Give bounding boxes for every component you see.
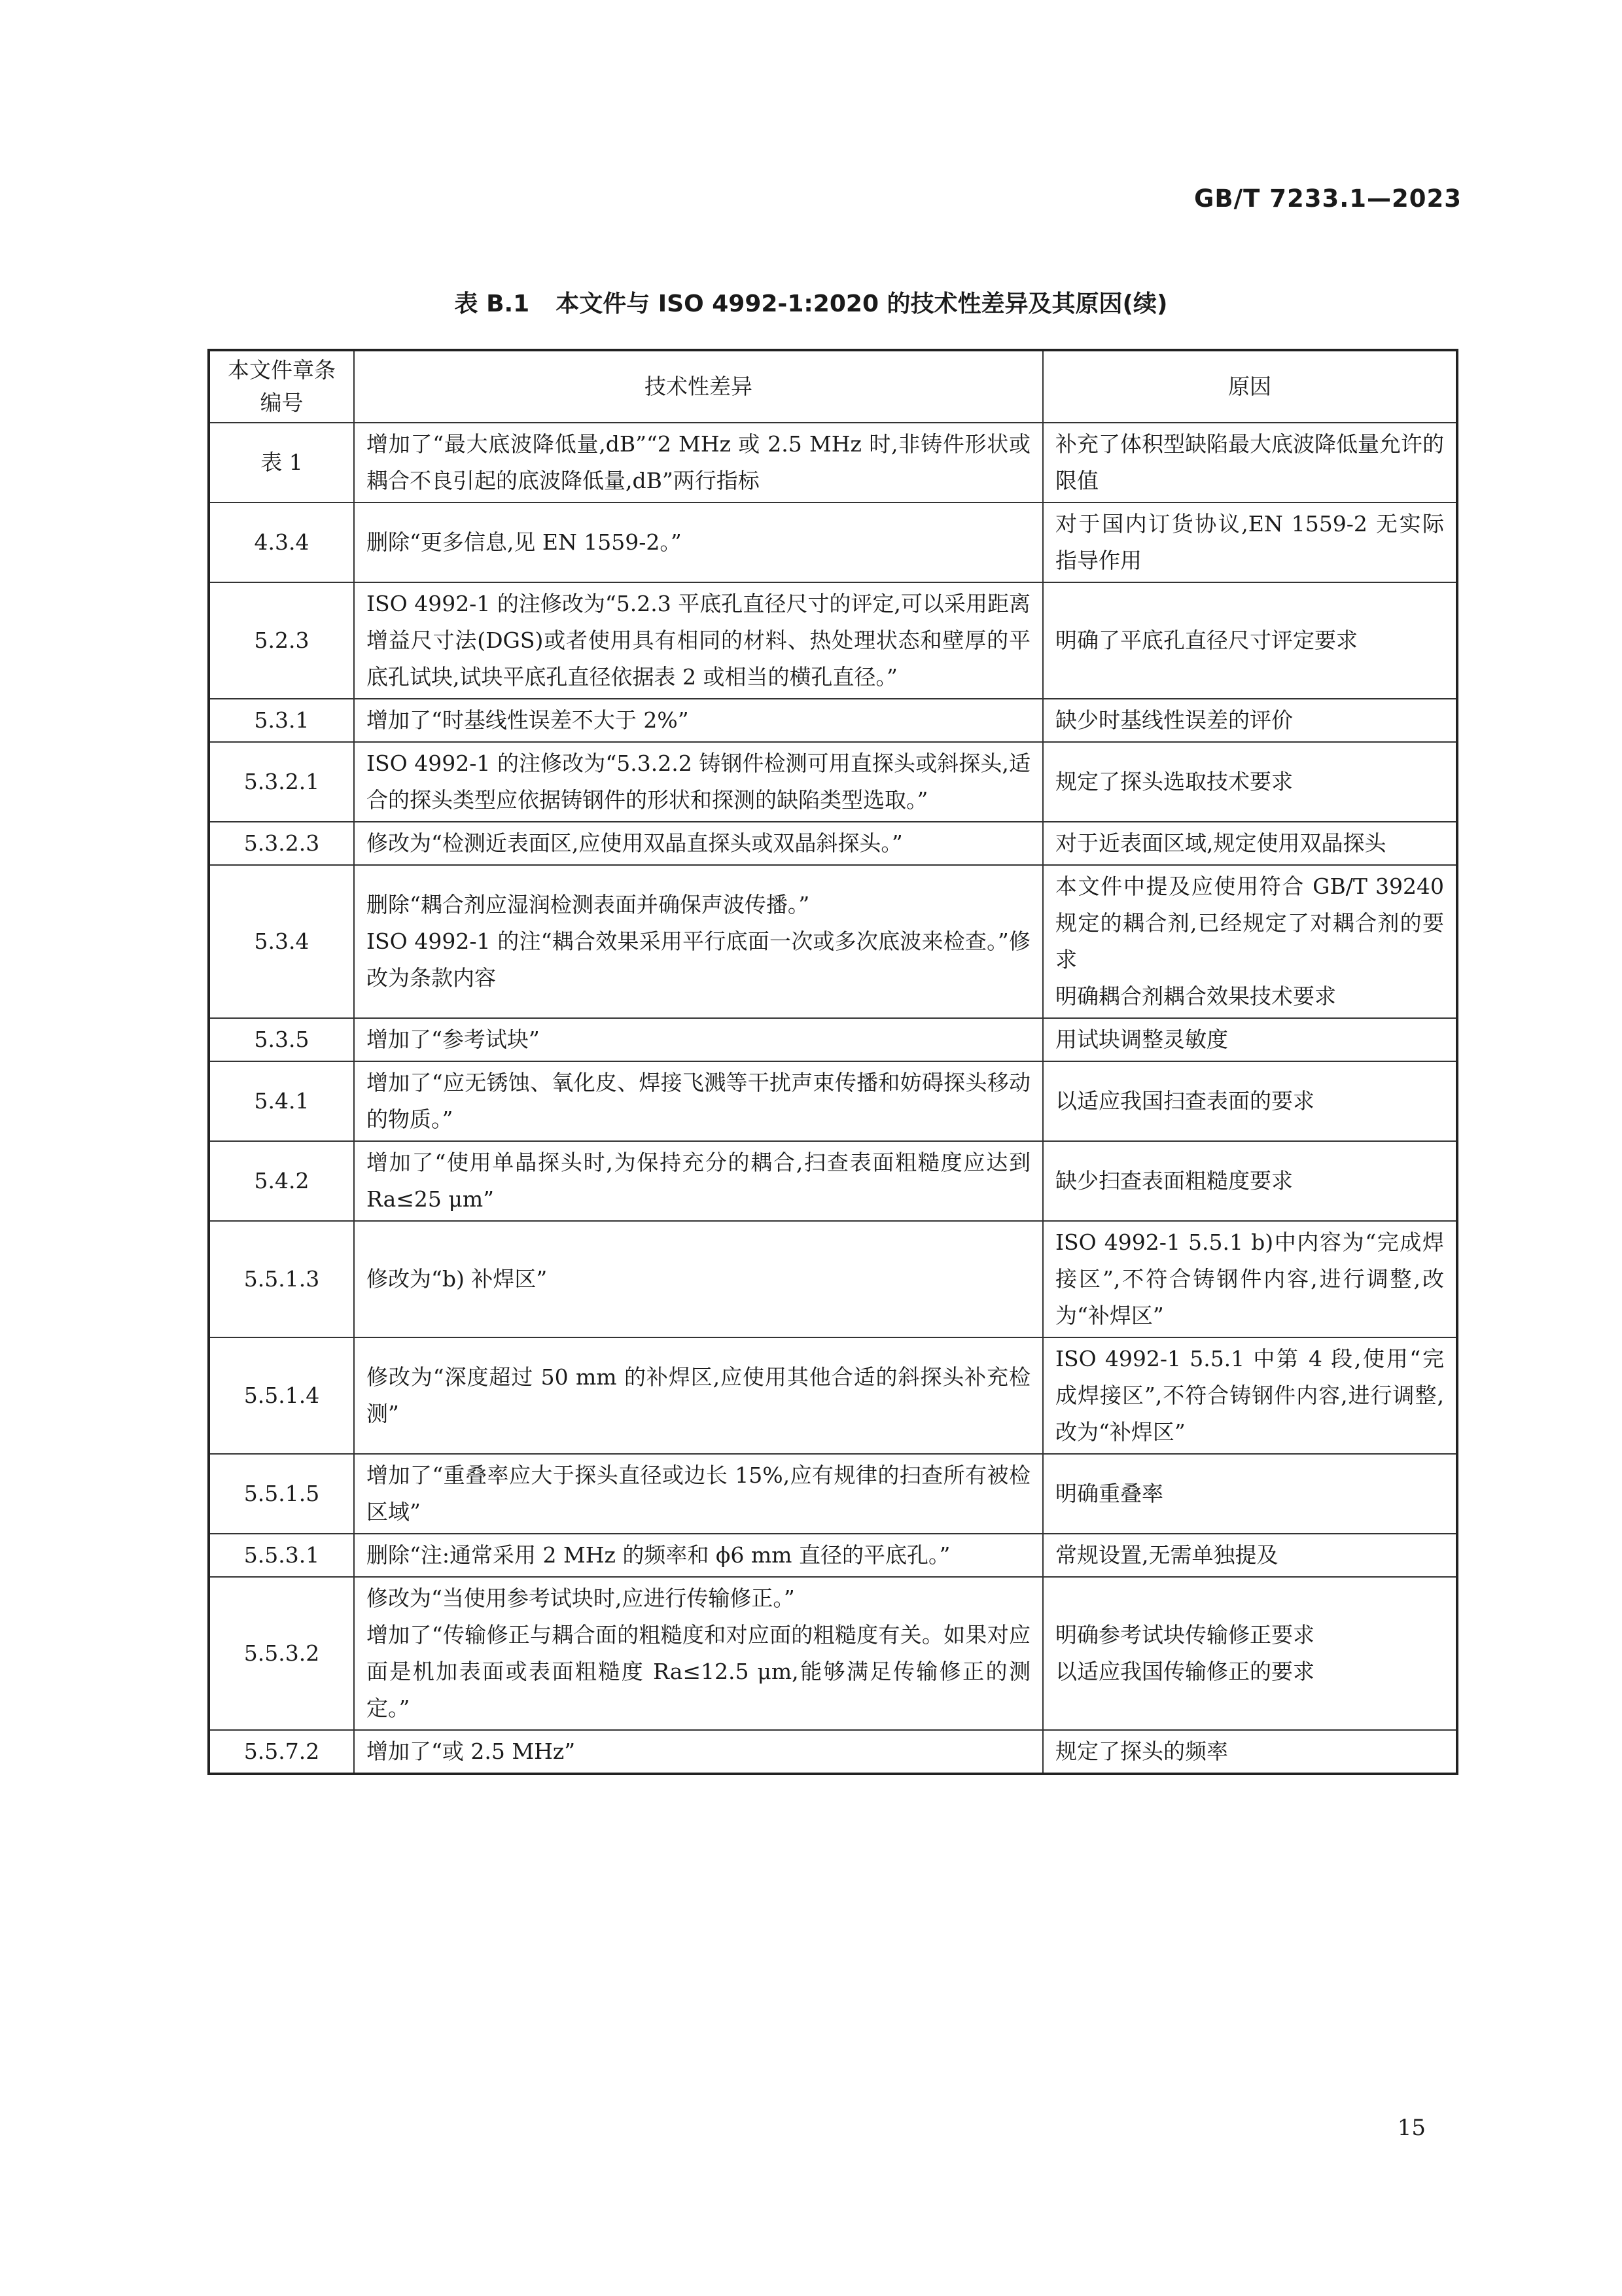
table-row bbox=[209, 1577, 1457, 1730]
table-row bbox=[209, 1337, 1457, 1454]
clause-cell: 5.3.2.1 bbox=[209, 742, 354, 822]
table-header-row bbox=[209, 350, 1457, 423]
reason-cell: 对于近表面区域,规定使用双晶探头 bbox=[1043, 822, 1457, 865]
clause-cell: 5.5.1.5 bbox=[209, 1454, 354, 1534]
table-row bbox=[209, 742, 1457, 822]
difference-cell: 修改为“检测近表面区,应使用双晶直探头或双晶斜探头。” bbox=[354, 822, 1043, 865]
difference-cell: 增加了“参考试块” bbox=[354, 1018, 1043, 1061]
table-row bbox=[209, 1454, 1457, 1534]
clause-cell: 5.3.2.3 bbox=[209, 822, 354, 865]
difference-cell: 修改为“深度超过 50 mm 的补焊区,应使用其他合适的斜探头补充检测” bbox=[354, 1337, 1043, 1454]
column-header-reason: 原因 bbox=[1043, 350, 1457, 423]
clause-cell: 5.4.2 bbox=[209, 1141, 354, 1221]
table-row bbox=[209, 1061, 1457, 1141]
table-row bbox=[209, 1730, 1457, 1774]
table-row bbox=[209, 423, 1457, 503]
clause-cell: 4.3.4 bbox=[209, 503, 354, 582]
clause-cell: 5.5.3.1 bbox=[209, 1534, 354, 1577]
clause-cell: 5.5.7.2 bbox=[209, 1730, 354, 1774]
reason-cell: 本文件中提及应使用符合 GB/T 39240 规定的耦合剂,已经规定了对耦合剂的要求 明确耦合剂耦合效果技术要求 bbox=[1043, 865, 1457, 1018]
difference-cell: ISO 4992-1 的注修改为“5.2.3 平底孔直径尺寸的评定,可以采用距离增益尺寸法(DGS)或者使用具有相同的材料、热处理状态和壁厚的平底孔试块,试块平底孔直径依据表 2 或相当的横孔直径。” bbox=[354, 582, 1043, 699]
table-row bbox=[209, 1018, 1457, 1061]
reason-cell: 明确参考试块传输修正要求 以适应我国传输修正的要求 bbox=[1043, 1577, 1457, 1730]
clause-cell: 表 1 bbox=[209, 423, 354, 503]
reason-cell: 对于国内订货协议,EN 1559-2 无实际指导作用 bbox=[1043, 503, 1457, 582]
reason-cell: 补充了体积型缺陷最大底波降低量允许的限值 bbox=[1043, 423, 1457, 503]
difference-cell: 删除“注:通常采用 2 MHz 的频率和 ϕ6 mm 直径的平底孔。” bbox=[354, 1534, 1043, 1577]
reason-cell: 缺少时基线性误差的评价 bbox=[1043, 699, 1457, 742]
difference-cell: 修改为“b) 补焊区” bbox=[354, 1221, 1043, 1337]
table-row bbox=[209, 503, 1457, 582]
table-title bbox=[0, 285, 1622, 319]
clause-cell: 5.5.3.2 bbox=[209, 1577, 354, 1730]
clause-cell: 5.5.1.4 bbox=[209, 1337, 354, 1454]
reason-cell: 常规设置,无需单独提及 bbox=[1043, 1534, 1457, 1577]
difference-cell: 增加了“时基线性误差不大于 2%” bbox=[354, 699, 1043, 742]
column-header-difference: 技术性差异 bbox=[354, 350, 1043, 423]
table-caption: 本文件与 ISO 4992-1:2020 的技术性差异及其原因(续) bbox=[555, 291, 1168, 317]
difference-cell: 增加了“或 2.5 MHz” bbox=[354, 1730, 1043, 1774]
reason-cell: 规定了探头的频率 bbox=[1043, 1730, 1457, 1774]
reason-cell: 缺少扫查表面粗糙度要求 bbox=[1043, 1141, 1457, 1221]
difference-cell: 删除“更多信息,见 EN 1559-2。” bbox=[354, 503, 1043, 582]
difference-cell: 修改为“当使用参考试块时,应进行传输修正。” 增加了“传输修正与耦合面的粗糙度和对应面的粗糙度有关。如果对应面是机加表面或表面粗糙度 Ra≤12.5 μm,能够满足传输修正的测定。” bbox=[354, 1577, 1043, 1730]
clause-cell: 5.4.1 bbox=[209, 1061, 354, 1141]
page-number: 15 bbox=[1397, 2115, 1426, 2141]
clause-cell: 5.3.5 bbox=[209, 1018, 354, 1061]
table-row bbox=[209, 1534, 1457, 1577]
reason-cell: 明确重叠率 bbox=[1043, 1454, 1457, 1534]
table-row bbox=[209, 822, 1457, 865]
reason-cell: 用试块调整灵敏度 bbox=[1043, 1018, 1457, 1061]
table-number: 表 B.1 bbox=[454, 291, 530, 317]
table-row bbox=[209, 1221, 1457, 1337]
table-row bbox=[209, 582, 1457, 699]
reason-cell: ISO 4992-1 5.5.1 b)中内容为“完成焊接区”,不符合铸钢件内容,进行调整,改为“补焊区” bbox=[1043, 1221, 1457, 1337]
table-row bbox=[209, 1141, 1457, 1221]
clause-cell: 5.3.1 bbox=[209, 699, 354, 742]
difference-cell: ISO 4992-1 的注修改为“5.3.2.2 铸钢件检测可用直探头或斜探头,适合的探头类型应依据铸钢件的形状和探测的缺陷类型选取。” bbox=[354, 742, 1043, 822]
table-row bbox=[209, 699, 1457, 742]
reason-cell: 以适应我国扫查表面的要求 bbox=[1043, 1061, 1457, 1141]
reason-cell: ISO 4992-1 5.5.1 中第 4 段,使用“完成焊接区”,不符合铸钢件内容,进行调整,改为“补焊区” bbox=[1043, 1337, 1457, 1454]
difference-cell: 删除“耦合剂应湿润检测表面并确保声波传播。” ISO 4992-1 的注“耦合效果采用平行底面一次或多次底波来检查。”修改为条款内容 bbox=[354, 865, 1043, 1018]
clause-cell: 5.5.1.3 bbox=[209, 1221, 354, 1337]
standard-code: GB/T 7233.1—2023 bbox=[1194, 185, 1462, 213]
reason-cell: 规定了探头选取技术要求 bbox=[1043, 742, 1457, 822]
difference-cell: 增加了“最大底波降低量,dB”“2 MHz 或 2.5 MHz 时,非铸件形状或耦合不良引起的底波降低量,dB”两行指标 bbox=[354, 423, 1043, 503]
table-row bbox=[209, 865, 1457, 1018]
difference-cell: 增加了“应无锈蚀、氧化皮、焊接飞溅等干扰声束传播和妨碍探头移动的物质。” bbox=[354, 1061, 1043, 1141]
clause-cell: 5.2.3 bbox=[209, 582, 354, 699]
clause-cell: 5.3.4 bbox=[209, 865, 354, 1018]
column-header-clause: 本文件章条 编号 bbox=[209, 350, 354, 423]
difference-cell: 增加了“使用单晶探头时,为保持充分的耦合,扫查表面粗糙度应达到 Ra≤25 μm” bbox=[354, 1141, 1043, 1221]
difference-cell: 增加了“重叠率应大于探头直径或边长 15%,应有规律的扫查所有被检区域” bbox=[354, 1454, 1043, 1534]
technical-differences-table bbox=[207, 349, 1458, 1775]
reason-cell: 明确了平底孔直径尺寸评定要求 bbox=[1043, 582, 1457, 699]
